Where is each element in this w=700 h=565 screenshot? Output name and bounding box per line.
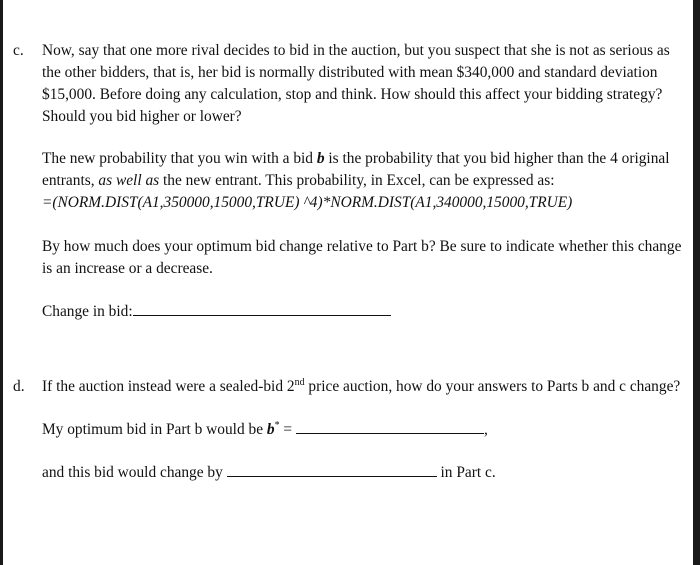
question-d-body bbox=[42, 376, 688, 484]
question-d-label: d. bbox=[13, 378, 25, 395]
question-c-label: c. bbox=[13, 42, 24, 59]
optimum-bid-variable: b bbox=[266, 421, 275, 438]
page-edge-left bbox=[0, 0, 3, 565]
bid-variable: b bbox=[316, 150, 325, 167]
bid-change-answer-blank[interactable] bbox=[227, 461, 437, 477]
probability-text-2: is the probability that you bid higher than the 4 original entrants, bbox=[42, 150, 670, 189]
probability-text-1: The new probability that you win with a bid bbox=[42, 150, 317, 167]
optimum-bid-row bbox=[42, 418, 688, 441]
optimum-bid-answer-blank[interactable] bbox=[296, 418, 484, 434]
excel-formula: =(NORM.DIST(A1,350000,15000,TRUE) ^4)*NORM.DIST(A1,340000,15000,TRUE) bbox=[42, 194, 573, 211]
question-c-prompt: By how much does your optimum bid change relative to Part b? Be sure to indicate whether this change is an increase or a decrease. bbox=[42, 238, 682, 277]
ordinal-superscript: nd bbox=[294, 377, 305, 388]
probability-paragraph bbox=[42, 148, 688, 214]
question-c bbox=[13, 40, 688, 343]
question-d bbox=[13, 376, 688, 504]
bid-change-label: and this bid would change by bbox=[42, 464, 223, 481]
optimum-bid-equals: = bbox=[279, 421, 293, 438]
probability-text-3: the new entrant. This probability, in Excel, can be expressed as: bbox=[159, 172, 555, 189]
as-well-as-emphasis: as well as bbox=[98, 172, 160, 189]
question-c-intro: Now, say that one more rival decides to bid in the auction, but you suspect that she is not as serious as the other bidders, that is, her bid is normally distributed with mean $340,000 and standard deviation $15,000. Before doing any calculation, stop and think. How should this affect your bidding strategy? Should you bid higher or lower? bbox=[42, 42, 670, 125]
question-d-prompt bbox=[42, 376, 688, 398]
question-c-body bbox=[42, 40, 688, 323]
bid-change-suffix: in Part c. bbox=[440, 464, 496, 481]
question-d-text-2: price auction, how do your answers to Parts b and c change? bbox=[304, 378, 681, 395]
change-in-bid-answer-blank[interactable] bbox=[133, 300, 391, 316]
optimum-bid-label: My optimum bid in Part b would be bbox=[42, 421, 267, 438]
change-in-bid-row bbox=[42, 300, 688, 323]
page-edge-right bbox=[693, 0, 700, 565]
change-in-bid-label: Change in bid: bbox=[42, 303, 133, 320]
optimum-bid-star: * bbox=[274, 420, 280, 431]
question-d-text-1: If the auction instead were a sealed-bid 2 bbox=[42, 378, 295, 395]
bid-change-row bbox=[42, 461, 688, 484]
optimum-bid-comma: , bbox=[483, 421, 488, 438]
